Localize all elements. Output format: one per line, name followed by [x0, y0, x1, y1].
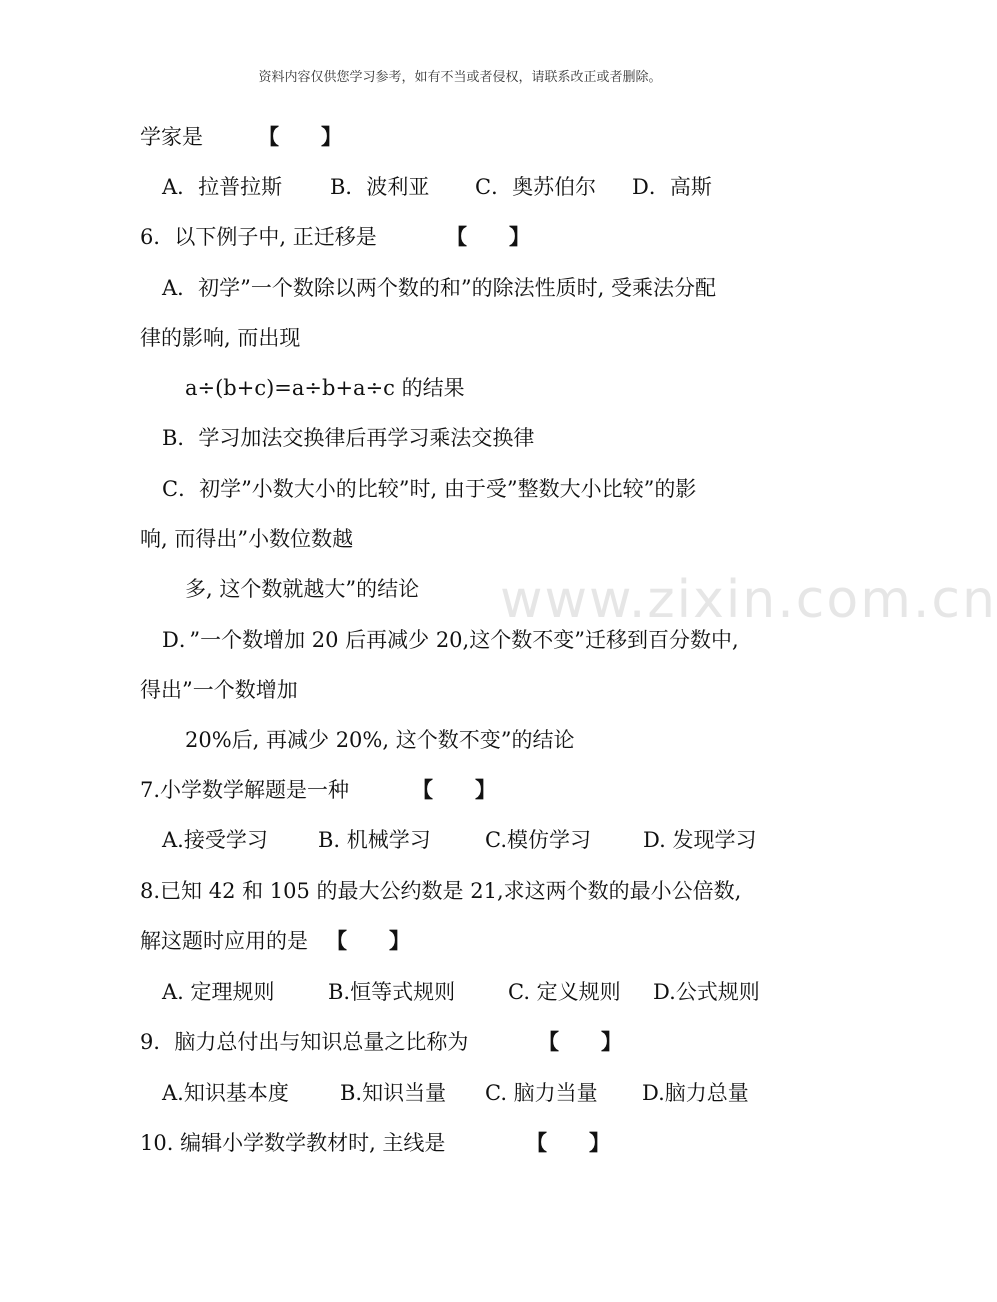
question-6-option-c-line1: C．初学”小数大小的比较”时, 由于受”整数大小比较”的影: [162, 477, 697, 501]
option-b: B.恒等式规则: [328, 980, 456, 1004]
question-6-option-d-line3: 20%后, 再减少 20%, 这个数不变”的结论: [185, 728, 575, 752]
option-c: C. 脑力当量: [485, 1081, 598, 1105]
question-6-option-c-line3: 多, 这个数就越大”的结论: [185, 577, 420, 601]
stem-text: 10. 编辑小学数学教材时, 主线是: [140, 1131, 446, 1155]
document-header-note: 资料内容仅供您学习参考，如有不当或者侵权，请联系改正或者删除。: [258, 70, 662, 85]
answer-bracket: 【 】: [526, 1130, 610, 1155]
option-d: D. 发现学习: [643, 828, 757, 852]
option-a: A．拉普拉斯: [162, 175, 283, 199]
answer-bracket: 【 】: [412, 777, 496, 802]
stem-text: 解这题时应用的是: [140, 929, 308, 953]
answer-bracket: 【 】: [258, 124, 342, 149]
question-6-option-c-line2: 响, 而得出”小数位数越: [140, 527, 354, 551]
question-6-option-b: B．学习加法交换律后再学习乘法交换律: [162, 426, 535, 450]
answer-bracket: 【 】: [446, 224, 530, 249]
option-a: A. 定理规则: [162, 980, 275, 1004]
stem-text: 9．脑力总付出与知识总量之比称为: [140, 1030, 469, 1054]
option-a: A.知识基本度: [162, 1081, 289, 1105]
question-6-option-a-line2: 律的影响, 而出现: [140, 326, 301, 350]
option-b: B. 机械学习: [318, 828, 431, 852]
answer-bracket: 【 】: [538, 1029, 622, 1054]
option-d: D.脑力总量: [642, 1081, 749, 1105]
question-6-option-d-line1: D．”一个数增加 20 后再减少 20,这个数不变”迁移到百分数中,: [162, 628, 739, 652]
option-a: A.接受学习: [162, 828, 268, 852]
question-6-option-a-line3: a÷(b+c)=a÷b+a÷c 的结果: [185, 376, 465, 400]
option-c: C．奥苏伯尔: [475, 175, 597, 199]
option-c: C. 定义规则: [508, 980, 621, 1004]
stem-text: 学家是: [140, 125, 203, 149]
option-c: C.模仿学习: [485, 828, 591, 852]
question-6-option-d-line2: 得出”一个数增加: [140, 678, 298, 702]
question-6-option-a-line1: A．初学”一个数除以两个数的和”的除法性质时, 受乘法分配: [162, 276, 716, 300]
question-8-stem-line1: 8.已知 42 和 105 的最大公约数是 21,求这两个数的最小公倍数,: [140, 879, 742, 903]
option-d: D．高斯: [632, 175, 712, 199]
stem-text: 7.小学数学解题是一种: [140, 778, 350, 802]
answer-bracket: 【 】: [326, 928, 410, 953]
watermark: www.zixin.com.cn: [500, 570, 997, 630]
option-b: B．波利亚: [330, 175, 430, 199]
option-d: D.公式规则: [653, 980, 760, 1004]
stem-text: 6．以下例子中, 正迁移是: [140, 225, 377, 249]
option-b: B.知识当量: [340, 1081, 447, 1105]
